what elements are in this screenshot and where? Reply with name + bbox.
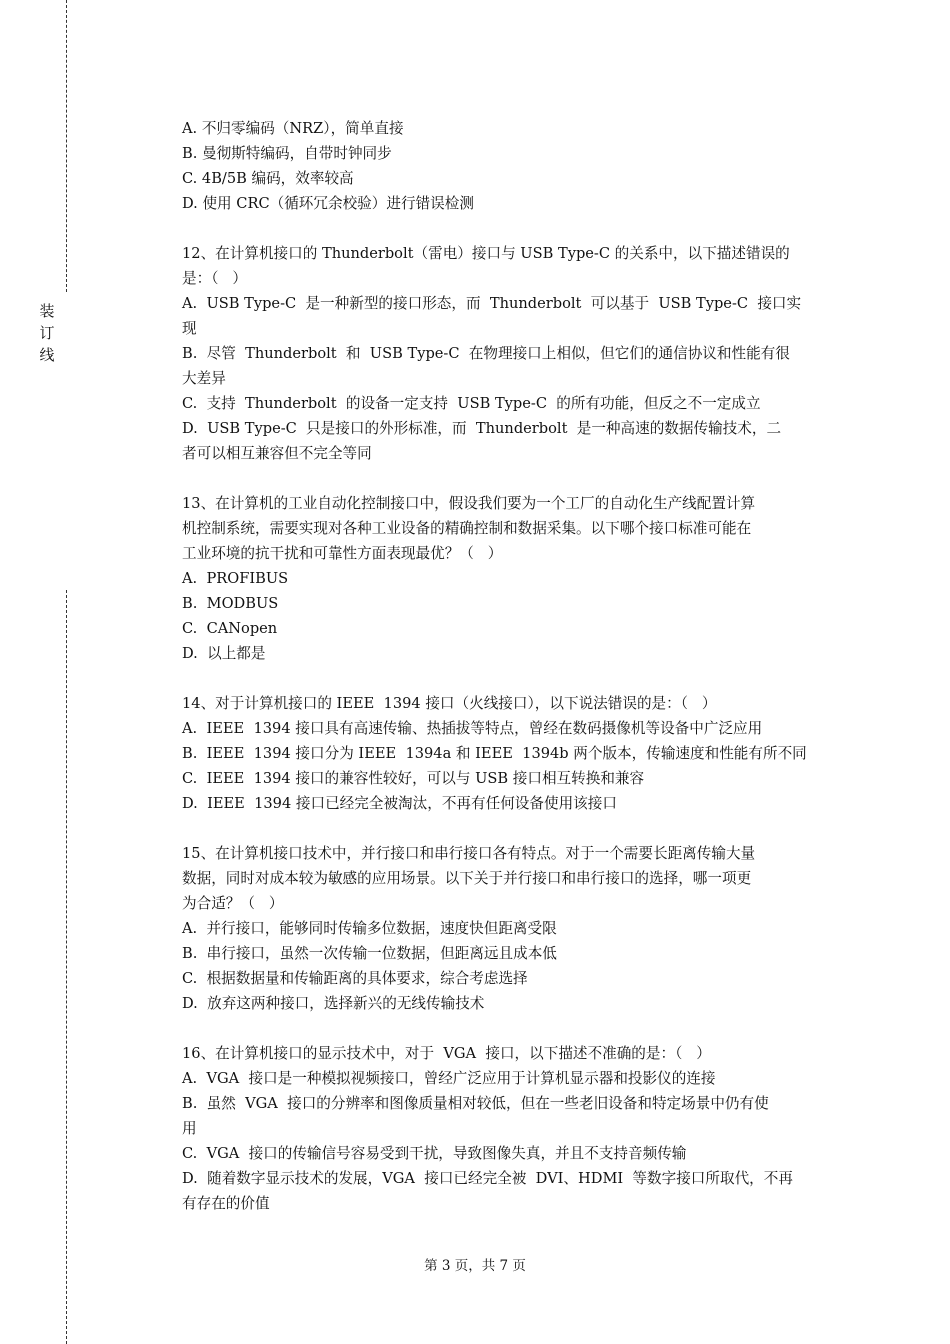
option-line: 大差异 <box>182 370 226 387</box>
question-stem-line: 16、在计算机接口的显示技术中，对于 VGA 接口，以下描述不准确的是：（ ） <box>182 1045 711 1062</box>
option-line: A. 并行接口，能够同时传输多位数据，速度快但距离受限 <box>182 920 557 937</box>
option-line: D. IEEE 1394 接口已经完全被淘汰，不再有任何设备使用该接口 <box>182 795 617 812</box>
question-12 <box>182 241 838 466</box>
question-stem-line: 为合适？（ ） <box>182 895 284 912</box>
question-stem-line: 机控制系统，需要实现对各种工业设备的精确控制和数据采集。以下哪个接口标准可能在 <box>182 520 752 537</box>
option-line: B. 串行接口，虽然一次传输一位数据，但距离远且成本低 <box>182 945 557 962</box>
option-line: C. CANopen <box>182 620 278 637</box>
question-stem-line: 是：（ ） <box>182 270 247 287</box>
binding-label <box>36 300 58 366</box>
option-line: 用 <box>182 1120 197 1137</box>
option-line: A. VGA 接口是一种模拟视频接口，曾经广泛应用于计算机显示器和投影仪的连接 <box>182 1070 716 1087</box>
option-line: A. 不归零编码（NRZ），简单直接 <box>182 120 404 137</box>
option-line: A. USB Type-C 是一种新型的接口形态，而 Thunderbolt 可以基于 USB Type-C 接口实 <box>182 295 802 312</box>
question-content <box>182 116 838 1216</box>
option-line: C. 支持 Thunderbolt 的设备一定支持 USB Type-C 的所有功能，但反之不一定成立 <box>182 395 761 412</box>
binding-label-char: 订 <box>39 324 55 342</box>
option-line: B. IEEE 1394 接口分为 IEEE 1394a 和 IEEE 1394b 两个版本，传输速度和性能有所不同 <box>182 745 807 762</box>
option-line: B. 曼彻斯特编码，自带时钟同步 <box>182 145 392 162</box>
option-line: D. USB Type-C 只是接口的外形标准，而 Thunderbolt 是一种高速的数据传输技术，二 <box>182 420 782 437</box>
option-line: C. IEEE 1394 接口的兼容性较好，可以与 USB 接口相互转换和兼容 <box>182 770 645 787</box>
option-line: C. 根据数据量和传输距离的具体要求，综合考虑选择 <box>182 970 528 987</box>
question-13 <box>182 491 838 666</box>
option-line: 者可以相互兼容但不完全等同 <box>182 445 372 462</box>
option-line: D. 以上都是 <box>182 645 266 662</box>
option-line: D. 使用 CRC（循环冗余校验）进行错误检测 <box>182 195 474 212</box>
page-number: 第 3 页，共 7 页 <box>424 1258 526 1274</box>
question-stem-line: 工业环境的抗干扰和可靠性方面表现最优？（ ） <box>182 545 503 562</box>
option-line: D. 随着数字显示技术的发展，VGA 接口已经完全被 DVI、HDMI 等数字接口所取代，不再 <box>182 1170 793 1187</box>
binding-line-bottom <box>66 590 67 1344</box>
option-line: 现 <box>182 320 197 337</box>
question-14 <box>182 691 838 816</box>
question-stem-line: 13、在计算机的工业自动化控制接口中，假设我们要为一个工厂的自动化生产线配置计算 <box>182 495 756 512</box>
option-line: C. VGA 接口的传输信号容易受到干扰，导致图像失真，并且不支持音频传输 <box>182 1145 687 1162</box>
question-11-options <box>182 116 838 216</box>
option-line: A. PROFIBUS <box>182 570 289 587</box>
option-line: B. 虽然 VGA 接口的分辨率和图像质量相对较低，但在一些老旧设备和特定场景中仍有使 <box>182 1095 769 1112</box>
option-line: 有存在的价值 <box>182 1195 270 1212</box>
binding-line-top <box>66 0 67 292</box>
option-line: B. MODBUS <box>182 595 279 612</box>
question-stem-line: 14、对于计算机接口的 IEEE 1394 接口（火线接口），以下说法错误的是：（ ） <box>182 695 717 712</box>
question-stem-line: 12、在计算机接口的 Thunderbolt（雷电）接口与 USB Type-C 的关系中，以下描述错误的 <box>182 245 790 262</box>
option-line: A. IEEE 1394 接口具有高速传输、热插拔等特点，曾经在数码摄像机等设备中广泛应用 <box>182 720 763 737</box>
option-line: B. 尽管 Thunderbolt 和 USB Type-C 在物理接口上相似，但它们的通信协议和性能有很 <box>182 345 790 362</box>
question-15 <box>182 841 838 1016</box>
option-line: C. 4B/5B 编码，效率较高 <box>182 170 354 187</box>
binding-label-char: 线 <box>39 346 55 364</box>
binding-label-char: 装 <box>39 302 55 320</box>
question-stem-line: 15、在计算机接口技术中，并行接口和串行接口各有特点。对于一个需要长距离传输大量 <box>182 845 756 862</box>
question-16 <box>182 1041 838 1216</box>
question-stem-line: 数据，同时对成本较为敏感的应用场景。以下关于并行接口和串行接口的选择，哪一项更 <box>182 870 752 887</box>
option-line: D. 放弃这两种接口，选择新兴的无线传输技术 <box>182 995 485 1012</box>
